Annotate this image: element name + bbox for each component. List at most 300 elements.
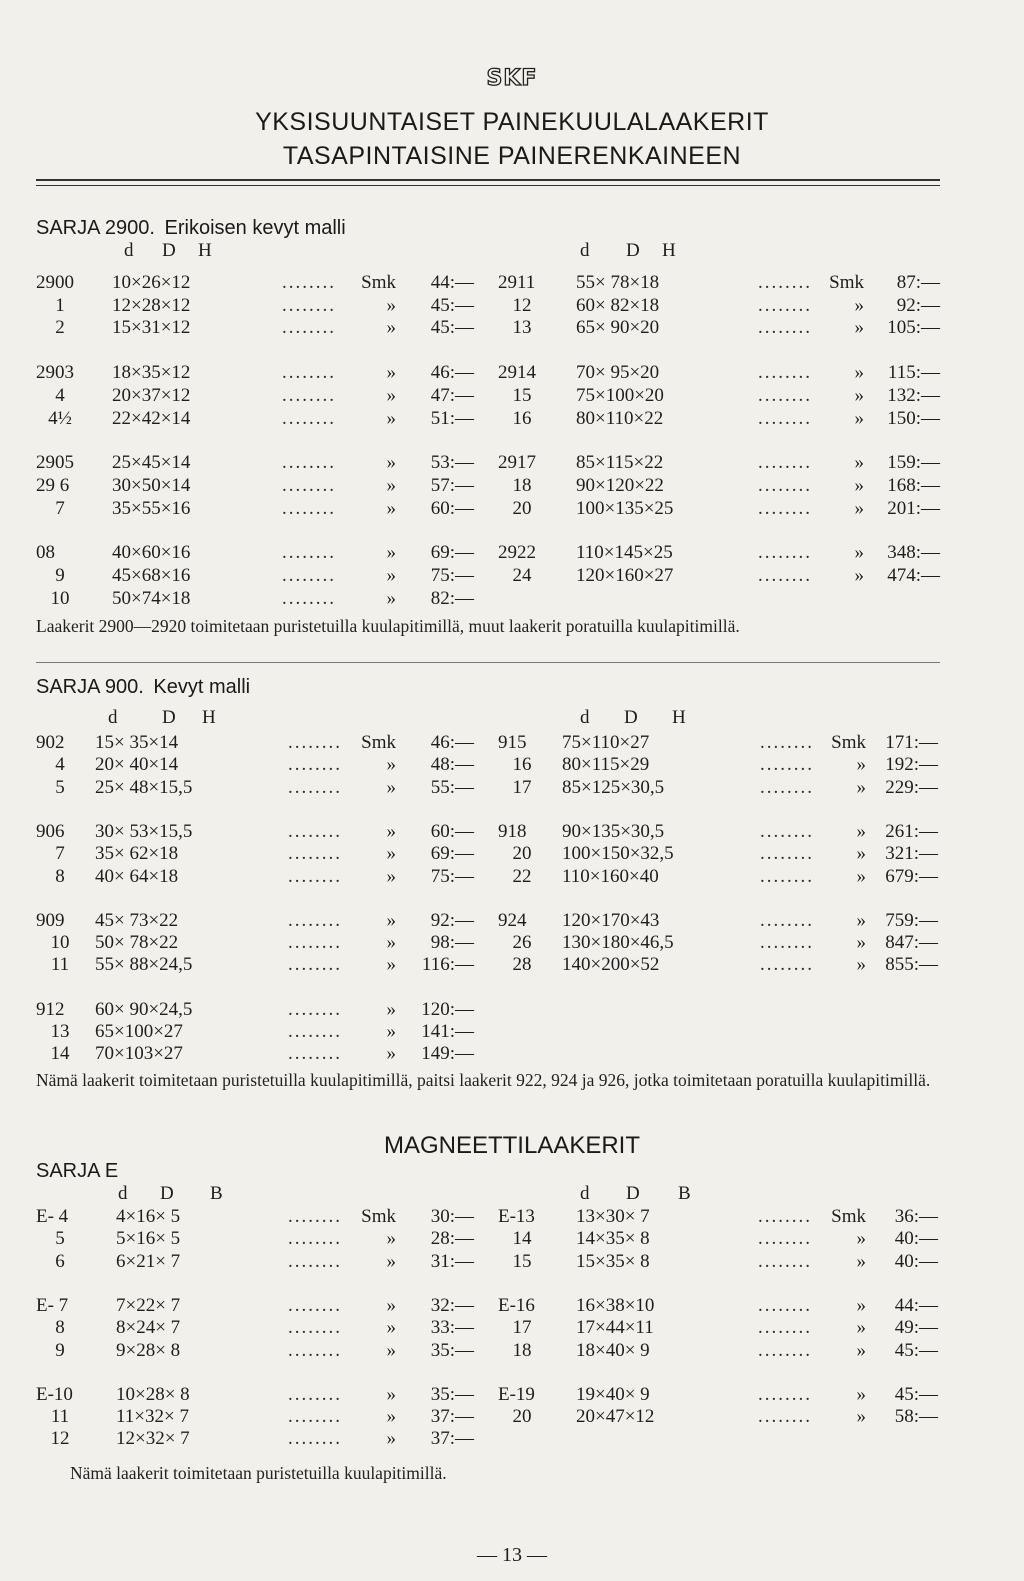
leader-dots: ........ (288, 732, 342, 753)
price: 87:— (896, 272, 940, 293)
bearing-number: 912 (36, 998, 65, 1020)
bearing-number: E-10 (36, 1383, 73, 1405)
currency-unit: » (856, 1294, 866, 1316)
price: 261:— (885, 820, 938, 842)
currency-unit: » (386, 1043, 396, 1065)
skf-logo: SKF (486, 66, 538, 91)
currency-unit: » (856, 1339, 866, 1361)
price: 229:— (885, 776, 938, 798)
dimensions: 60× 82×18 (576, 294, 660, 316)
leader-dots: ........ (282, 497, 336, 519)
leader-dots: ........ (288, 776, 342, 798)
leader-dots: ........ (288, 1317, 342, 1339)
price: 92:— (896, 294, 940, 316)
table-row (0, 272, 1024, 294)
leader-dots: ........ (760, 843, 814, 865)
dimensions: 8×24× 7 (116, 1317, 181, 1339)
dimensions: 35×55×16 (112, 497, 191, 519)
currency-unit: » (386, 820, 396, 842)
currency-unit: » (856, 954, 866, 976)
table-row (0, 362, 1024, 384)
section-rule-1 (36, 662, 940, 663)
price: 40:— (894, 1250, 938, 1272)
currency-unit: Smk (361, 1206, 396, 1227)
price: 69:— (430, 542, 474, 564)
price: 36:— (894, 1206, 938, 1227)
dimensions: 140×200×52 (562, 954, 660, 976)
leader-dots: ........ (758, 1250, 812, 1272)
currency-unit: » (386, 474, 396, 496)
leader-dots: ........ (758, 272, 812, 293)
currency-unit: » (386, 1406, 396, 1428)
leader-dots: ........ (288, 932, 342, 954)
section-heading-2900 (36, 217, 346, 240)
dimensions: 75×100×20 (576, 384, 664, 406)
price: 55:— (430, 776, 474, 798)
price: 45:— (894, 1383, 938, 1405)
price: 120:— (421, 998, 474, 1020)
currency-unit: Smk (829, 272, 864, 293)
price: 47:— (430, 384, 474, 406)
dimensions: 15× 35×14 (95, 732, 179, 753)
leader-dots: ........ (282, 452, 336, 474)
bearing-number: 13 (50, 1021, 70, 1042)
leader-dots: ........ (288, 1250, 342, 1272)
leader-dots: ........ (760, 732, 814, 753)
bearing-number: 24 (512, 565, 532, 586)
bearing-number: 9 (55, 1339, 65, 1361)
currency-unit: » (386, 1317, 396, 1339)
leader-dots: ........ (288, 865, 342, 887)
table-row (0, 1043, 1024, 1065)
leader-dots: ........ (288, 1021, 342, 1042)
bearing-number: E-13 (498, 1206, 535, 1227)
bearing-number: 08 (36, 542, 55, 564)
column-header-label: D (626, 240, 640, 261)
price: 44:— (894, 1294, 938, 1316)
section-heading-900 (36, 676, 250, 699)
dimensions: 40×60×16 (112, 542, 191, 564)
table-row (0, 1340, 1024, 1362)
price: 60:— (430, 497, 474, 519)
dimensions: 90×120×22 (576, 474, 664, 496)
currency-unit: Smk (361, 732, 396, 753)
bearing-number: 902 (36, 732, 65, 753)
table-row (0, 1206, 1024, 1228)
leader-dots: ........ (288, 954, 342, 976)
price: 679:— (885, 865, 938, 887)
price: 51:— (430, 407, 474, 429)
bearing-number: 20 (512, 843, 532, 865)
bearing-number: 2905 (36, 452, 74, 474)
section-heading-900-subtitle: Kevyt malli (153, 676, 251, 698)
price: 82:— (430, 587, 474, 609)
bearing-number: E-16 (498, 1294, 535, 1316)
currency-unit: » (856, 843, 866, 865)
currency-unit: » (386, 865, 396, 887)
currency-unit: » (854, 317, 864, 339)
dimensions: 16×38×10 (576, 1294, 655, 1316)
price: 58:— (894, 1406, 938, 1428)
bearing-number: 10 (50, 587, 70, 609)
bearing-number: 17 (512, 776, 532, 798)
dimensions: 12×32× 7 (116, 1428, 190, 1450)
leader-dots: ........ (758, 452, 812, 474)
leader-dots: ........ (758, 317, 812, 339)
price: 98:— (430, 932, 474, 954)
dimensions: 100×150×32,5 (562, 843, 674, 865)
dimensions: 12×28×12 (112, 294, 191, 316)
note-sarja-900: Nämä laakerit toimitetaan puristetuilla kuulapitimillä, paitsi laakerit 922, 924 ja 926, jotka toimitetaan poratuilla kuulapitimillä. (36, 1070, 931, 1090)
table-row (0, 295, 1024, 317)
bearing-number: 5 (55, 1228, 65, 1250)
table-row (0, 954, 1024, 976)
bearing-number: 11 (50, 1406, 70, 1428)
currency-unit: » (386, 1339, 396, 1361)
price: 45:— (430, 294, 474, 316)
price: 75:— (430, 865, 474, 887)
dimensions: 20×37×12 (112, 384, 191, 406)
price: 474:— (887, 565, 940, 586)
leader-dots: ........ (282, 407, 336, 429)
currency-unit: » (856, 1317, 866, 1339)
currency-unit: » (386, 362, 396, 384)
bearing-number: 4 (55, 384, 65, 406)
dimensions: 6×21× 7 (116, 1250, 181, 1272)
price: 149:— (421, 1043, 474, 1065)
leader-dots: ........ (288, 1206, 342, 1227)
price: 759:— (885, 909, 938, 931)
page-title-line-1: YKSISUUNTAISET PAINEKUULALAAKERIT (255, 108, 769, 136)
currency-unit: » (854, 452, 864, 474)
price: 171:— (885, 732, 938, 753)
leader-dots: ........ (288, 1043, 342, 1065)
table-row (0, 452, 1024, 474)
table-row (0, 542, 1024, 564)
currency-unit: » (386, 1021, 396, 1042)
dimensions: 13×30× 7 (576, 1206, 650, 1227)
price: 141:— (421, 1021, 474, 1042)
dimensions: 100×135×25 (576, 497, 674, 519)
currency-unit: » (386, 1428, 396, 1450)
leader-dots: ........ (282, 272, 336, 293)
leader-dots: ........ (288, 1383, 342, 1405)
currency-unit: » (386, 497, 396, 519)
dimensions: 14×35× 8 (576, 1228, 650, 1250)
currency-unit: » (856, 754, 866, 776)
price: 44:— (430, 272, 474, 293)
price: 46:— (430, 732, 474, 753)
dimensions: 85×115×22 (576, 452, 664, 474)
leader-dots: ........ (760, 865, 814, 887)
currency-unit: » (856, 1383, 866, 1405)
leader-dots: ........ (758, 1206, 812, 1227)
bearing-number: 18 (512, 474, 532, 496)
currency-unit: Smk (831, 1206, 866, 1227)
dimensions: 80×115×29 (562, 754, 650, 776)
leader-dots: ........ (282, 384, 336, 406)
price: 45:— (430, 317, 474, 339)
price: 321:— (885, 843, 938, 865)
currency-unit: » (856, 865, 866, 887)
price: 31:— (430, 1250, 474, 1272)
bearing-number: E-19 (498, 1383, 535, 1405)
table-row (0, 754, 1024, 776)
dimensions: 15×31×12 (112, 317, 191, 339)
column-header-label: H (662, 240, 676, 261)
dimensions: 7×22× 7 (116, 1294, 181, 1316)
currency-unit: » (854, 565, 864, 586)
title-rule-thin (36, 185, 940, 186)
table-row (0, 385, 1024, 407)
bearing-number: 14 (512, 1228, 532, 1250)
dimensions: 130×180×46,5 (562, 932, 674, 954)
currency-unit: » (854, 407, 864, 429)
table-row (0, 777, 1024, 799)
page-number: — 13 — (477, 1544, 547, 1566)
currency-unit: » (854, 384, 864, 406)
price: 37:— (430, 1428, 474, 1450)
leader-dots: ........ (288, 820, 342, 842)
leader-dots: ........ (288, 1228, 342, 1250)
currency-unit: » (856, 1406, 866, 1428)
dimensions: 110×160×40 (562, 865, 659, 887)
price: 92:— (430, 909, 474, 931)
column-header (0, 240, 1024, 262)
price: 57:— (430, 474, 474, 496)
bearing-number: 22 (512, 865, 532, 887)
dimensions: 10×26×12 (112, 272, 191, 293)
bearing-number: 4 (55, 754, 65, 776)
table-row (0, 565, 1024, 587)
dimensions: 85×125×30,5 (562, 776, 665, 798)
table-row (0, 1317, 1024, 1339)
column-header-label: d (580, 240, 590, 261)
page-title-line-2: TASAPINTAISINE PAINERENKAINEEN (282, 142, 742, 170)
price: 30:— (430, 1206, 474, 1227)
leader-dots: ........ (758, 542, 812, 564)
bearing-number: 15 (512, 384, 532, 406)
price: 201:— (887, 497, 940, 519)
dimensions: 55× 78×18 (576, 272, 660, 293)
column-header-label: d (580, 707, 590, 728)
leader-dots: ........ (758, 565, 812, 586)
dimensions: 40× 64×18 (95, 865, 179, 887)
leader-dots: ........ (760, 932, 814, 954)
leader-dots: ........ (288, 754, 342, 776)
bearing-number: E- 4 (36, 1206, 69, 1227)
price: 75:— (430, 565, 474, 586)
column-header-label: H (198, 240, 212, 261)
column-header (0, 1183, 1024, 1205)
currency-unit: » (386, 294, 396, 316)
table-row (0, 1228, 1024, 1250)
currency-unit: » (386, 407, 396, 429)
dimensions: 60× 90×24,5 (95, 998, 193, 1020)
column-header-label: D (626, 1183, 640, 1204)
dimensions: 120×160×27 (576, 565, 674, 586)
leader-dots: ........ (758, 1406, 812, 1428)
column-header-label: d (118, 1183, 128, 1204)
price: 115:— (887, 362, 940, 384)
leader-dots: ........ (288, 909, 342, 931)
leader-dots: ........ (288, 843, 342, 865)
currency-unit: » (856, 909, 866, 931)
dimensions: 30× 53×15,5 (95, 820, 193, 842)
bearing-number: 13 (512, 317, 532, 339)
leader-dots: ........ (758, 497, 812, 519)
price: 69:— (430, 843, 474, 865)
bearing-number: 14 (50, 1043, 70, 1065)
column-header-label: d (580, 1183, 590, 1204)
leader-dots: ........ (760, 754, 814, 776)
leader-dots: ........ (758, 1383, 812, 1405)
currency-unit: » (854, 542, 864, 564)
price: 48:— (430, 754, 474, 776)
table-row (0, 1251, 1024, 1273)
table-row (0, 1428, 1024, 1450)
dimensions: 18×40× 9 (576, 1339, 650, 1361)
dimensions: 35× 62×18 (95, 843, 179, 865)
currency-unit: » (386, 998, 396, 1020)
leader-dots: ........ (758, 1294, 812, 1316)
column-header-label: D (624, 707, 638, 728)
bearing-number: 7 (55, 843, 65, 865)
leader-dots: ........ (758, 384, 812, 406)
price: 159:— (887, 452, 940, 474)
currency-unit: » (386, 1383, 396, 1405)
bearing-number: 2914 (498, 362, 536, 384)
table-row (0, 1406, 1024, 1428)
currency-unit: » (386, 843, 396, 865)
leader-dots: ........ (282, 565, 336, 586)
currency-unit: » (856, 820, 866, 842)
bearing-number: 26 (512, 932, 532, 954)
leader-dots: ........ (282, 362, 336, 384)
dimensions: 65× 90×20 (576, 317, 660, 339)
section-heading-2900-label: SARJA 2900. (36, 217, 155, 239)
dimensions: 90×135×30,5 (562, 820, 665, 842)
currency-unit: » (386, 909, 396, 931)
price: 105:— (887, 317, 940, 339)
leader-dots: ........ (282, 294, 336, 316)
bearing-number: 2 (55, 317, 65, 339)
leader-dots: ........ (758, 1317, 812, 1339)
table-row (0, 866, 1024, 888)
bearing-number: 2900 (36, 272, 74, 293)
price: 35:— (430, 1339, 474, 1361)
bearing-number: 28 (512, 954, 532, 976)
table-row (0, 408, 1024, 430)
currency-unit: » (856, 932, 866, 954)
bearing-number: 906 (36, 820, 65, 842)
dimensions: 19×40× 9 (576, 1383, 650, 1405)
leader-dots: ........ (758, 474, 812, 496)
currency-unit: » (386, 587, 396, 609)
bearing-number: 29 6 (36, 474, 70, 496)
leader-dots: ........ (758, 1339, 812, 1361)
price: 847:— (885, 932, 938, 954)
column-header (0, 707, 1024, 729)
dimensions: 25× 48×15,5 (95, 776, 193, 798)
price: 35:— (430, 1383, 474, 1405)
bearing-number: 16 (512, 754, 532, 776)
leader-dots: ........ (288, 1406, 342, 1428)
price: 132:— (887, 384, 940, 406)
bearing-number: 17 (512, 1317, 532, 1339)
price: 53:— (430, 452, 474, 474)
column-header-label: D (160, 1183, 174, 1204)
dimensions: 11×32× 7 (116, 1406, 189, 1428)
dimensions: 75×110×27 (562, 732, 650, 753)
bearing-number: 10 (50, 932, 70, 954)
currency-unit: » (386, 754, 396, 776)
table-row (0, 317, 1024, 339)
price: 28:— (430, 1228, 474, 1250)
dimensions: 4×16× 5 (116, 1206, 181, 1227)
leader-dots: ........ (282, 474, 336, 496)
price: 46:— (430, 362, 474, 384)
currency-unit: » (854, 497, 864, 519)
column-header-label: d (108, 707, 118, 728)
leader-dots: ........ (758, 407, 812, 429)
section-heading-2900-subtitle: Erikoisen kevyt malli (164, 217, 346, 239)
note-sarja-2900: Laakerit 2900—2920 toimitetaan puristetuilla kuulapitimillä, muut laakerit poratuilla kuulapitimillä. (36, 616, 740, 636)
dimensions: 80×110×22 (576, 407, 664, 429)
bearing-number: 6 (55, 1250, 65, 1272)
bearing-number: 2922 (498, 542, 536, 564)
dimensions: 50×74×18 (112, 587, 191, 609)
table-row (0, 910, 1024, 932)
column-header-label: B (678, 1183, 691, 1204)
price: 40:— (894, 1228, 938, 1250)
bearing-number: 1 (55, 294, 65, 316)
currency-unit: Smk (831, 732, 866, 753)
table-row (0, 475, 1024, 497)
table-row (0, 498, 1024, 520)
leader-dots: ........ (758, 362, 812, 384)
table-row (0, 1021, 1024, 1043)
bearing-number: 918 (498, 820, 527, 842)
column-header-label: H (202, 707, 216, 728)
column-header-label: D (162, 240, 176, 261)
bearing-number: 8 (55, 1317, 65, 1339)
currency-unit: » (386, 565, 396, 586)
bearing-number: 8 (55, 865, 65, 887)
bearing-number: 909 (36, 909, 65, 931)
price: 150:— (887, 407, 940, 429)
column-header-label: B (210, 1183, 223, 1204)
price: 60:— (430, 820, 474, 842)
dimensions: 30×50×14 (112, 474, 191, 496)
title-rule (36, 179, 940, 181)
dimensions: 55× 88×24,5 (95, 954, 193, 976)
dimensions: 70× 95×20 (576, 362, 660, 384)
price: 192:— (885, 754, 938, 776)
bearing-number: 2911 (498, 272, 536, 293)
table-row (0, 843, 1024, 865)
price: 32:— (430, 1294, 474, 1316)
bearing-number: 4½ (48, 407, 72, 429)
leader-dots: ........ (288, 1294, 342, 1316)
dimensions: 22×42×14 (112, 407, 191, 429)
bearing-number: E- 7 (36, 1294, 69, 1316)
table-row (0, 821, 1024, 843)
dimensions: 45× 73×22 (95, 909, 179, 931)
table-row (0, 1295, 1024, 1317)
table-row (0, 732, 1024, 754)
dimensions: 10×28× 8 (116, 1383, 190, 1405)
